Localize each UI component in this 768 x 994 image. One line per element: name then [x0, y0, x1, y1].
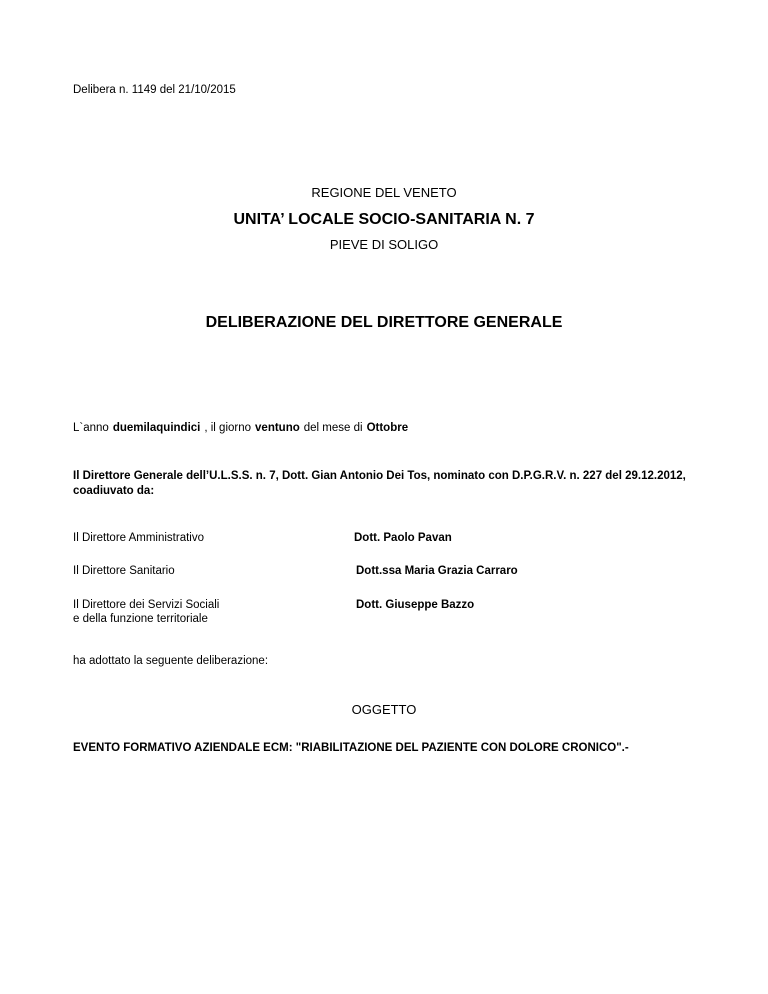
date-prefix: L`anno [73, 422, 109, 434]
date-year: duemilaquindici [112, 422, 201, 434]
subject-text: EVENTO FORMATIVO AZIENDALE ECM: "RIABILITAZIONE DEL PAZIENTE CON DOLORE CRONICO".- [73, 742, 629, 754]
oggetto-label: OGGETTO [351, 702, 417, 717]
date-month: Ottobre [366, 422, 409, 434]
role-label: Il Direttore Amministrativo [73, 532, 205, 544]
date-month-prefix: del mese di [303, 422, 363, 434]
role-label-line1: Il Direttore dei Servizi Sociali [73, 599, 220, 611]
director-general-paragraph: Il Direttore Generale dell’U.L.S.S. n. 7, Dott. Gian Antonio Dei Tos, nominato con D.P.G.R.V. n. 227 del 29.12.2012, coadiuvato da: [73, 470, 686, 497]
deliberation-title: DELIBERAZIONE DEL DIRETTORE GENERALE [205, 314, 563, 331]
city-heading: PIEVE DI SOLIGO [329, 237, 439, 252]
role-name: Dott.ssa Maria Grazia Carraro [356, 565, 518, 577]
adopted-text: ha adottato la seguente deliberazione: [73, 655, 269, 667]
role-label: Il Direttore Sanitario [73, 565, 175, 577]
role-row-social-services [73, 598, 697, 626]
unit-heading: UNITA’ LOCALE SOCIO-SANITARIA N. 7 [233, 211, 535, 228]
region-heading: REGIONE DEL VENETO [311, 185, 457, 200]
role-name: Dott. Giuseppe Bazzo [356, 599, 475, 611]
date-day: ventuno [255, 422, 300, 434]
role-name: Dott. Paolo Pavan [354, 532, 452, 544]
date-line [73, 422, 408, 434]
role-row-administrative [73, 531, 697, 545]
date-middle: , il giorno [204, 422, 252, 434]
role-row-health [73, 564, 697, 578]
delibera-reference: Delibera n. 1149 del 21/10/2015 [73, 84, 236, 96]
role-label-line2: e della funzione territoriale [73, 613, 208, 625]
